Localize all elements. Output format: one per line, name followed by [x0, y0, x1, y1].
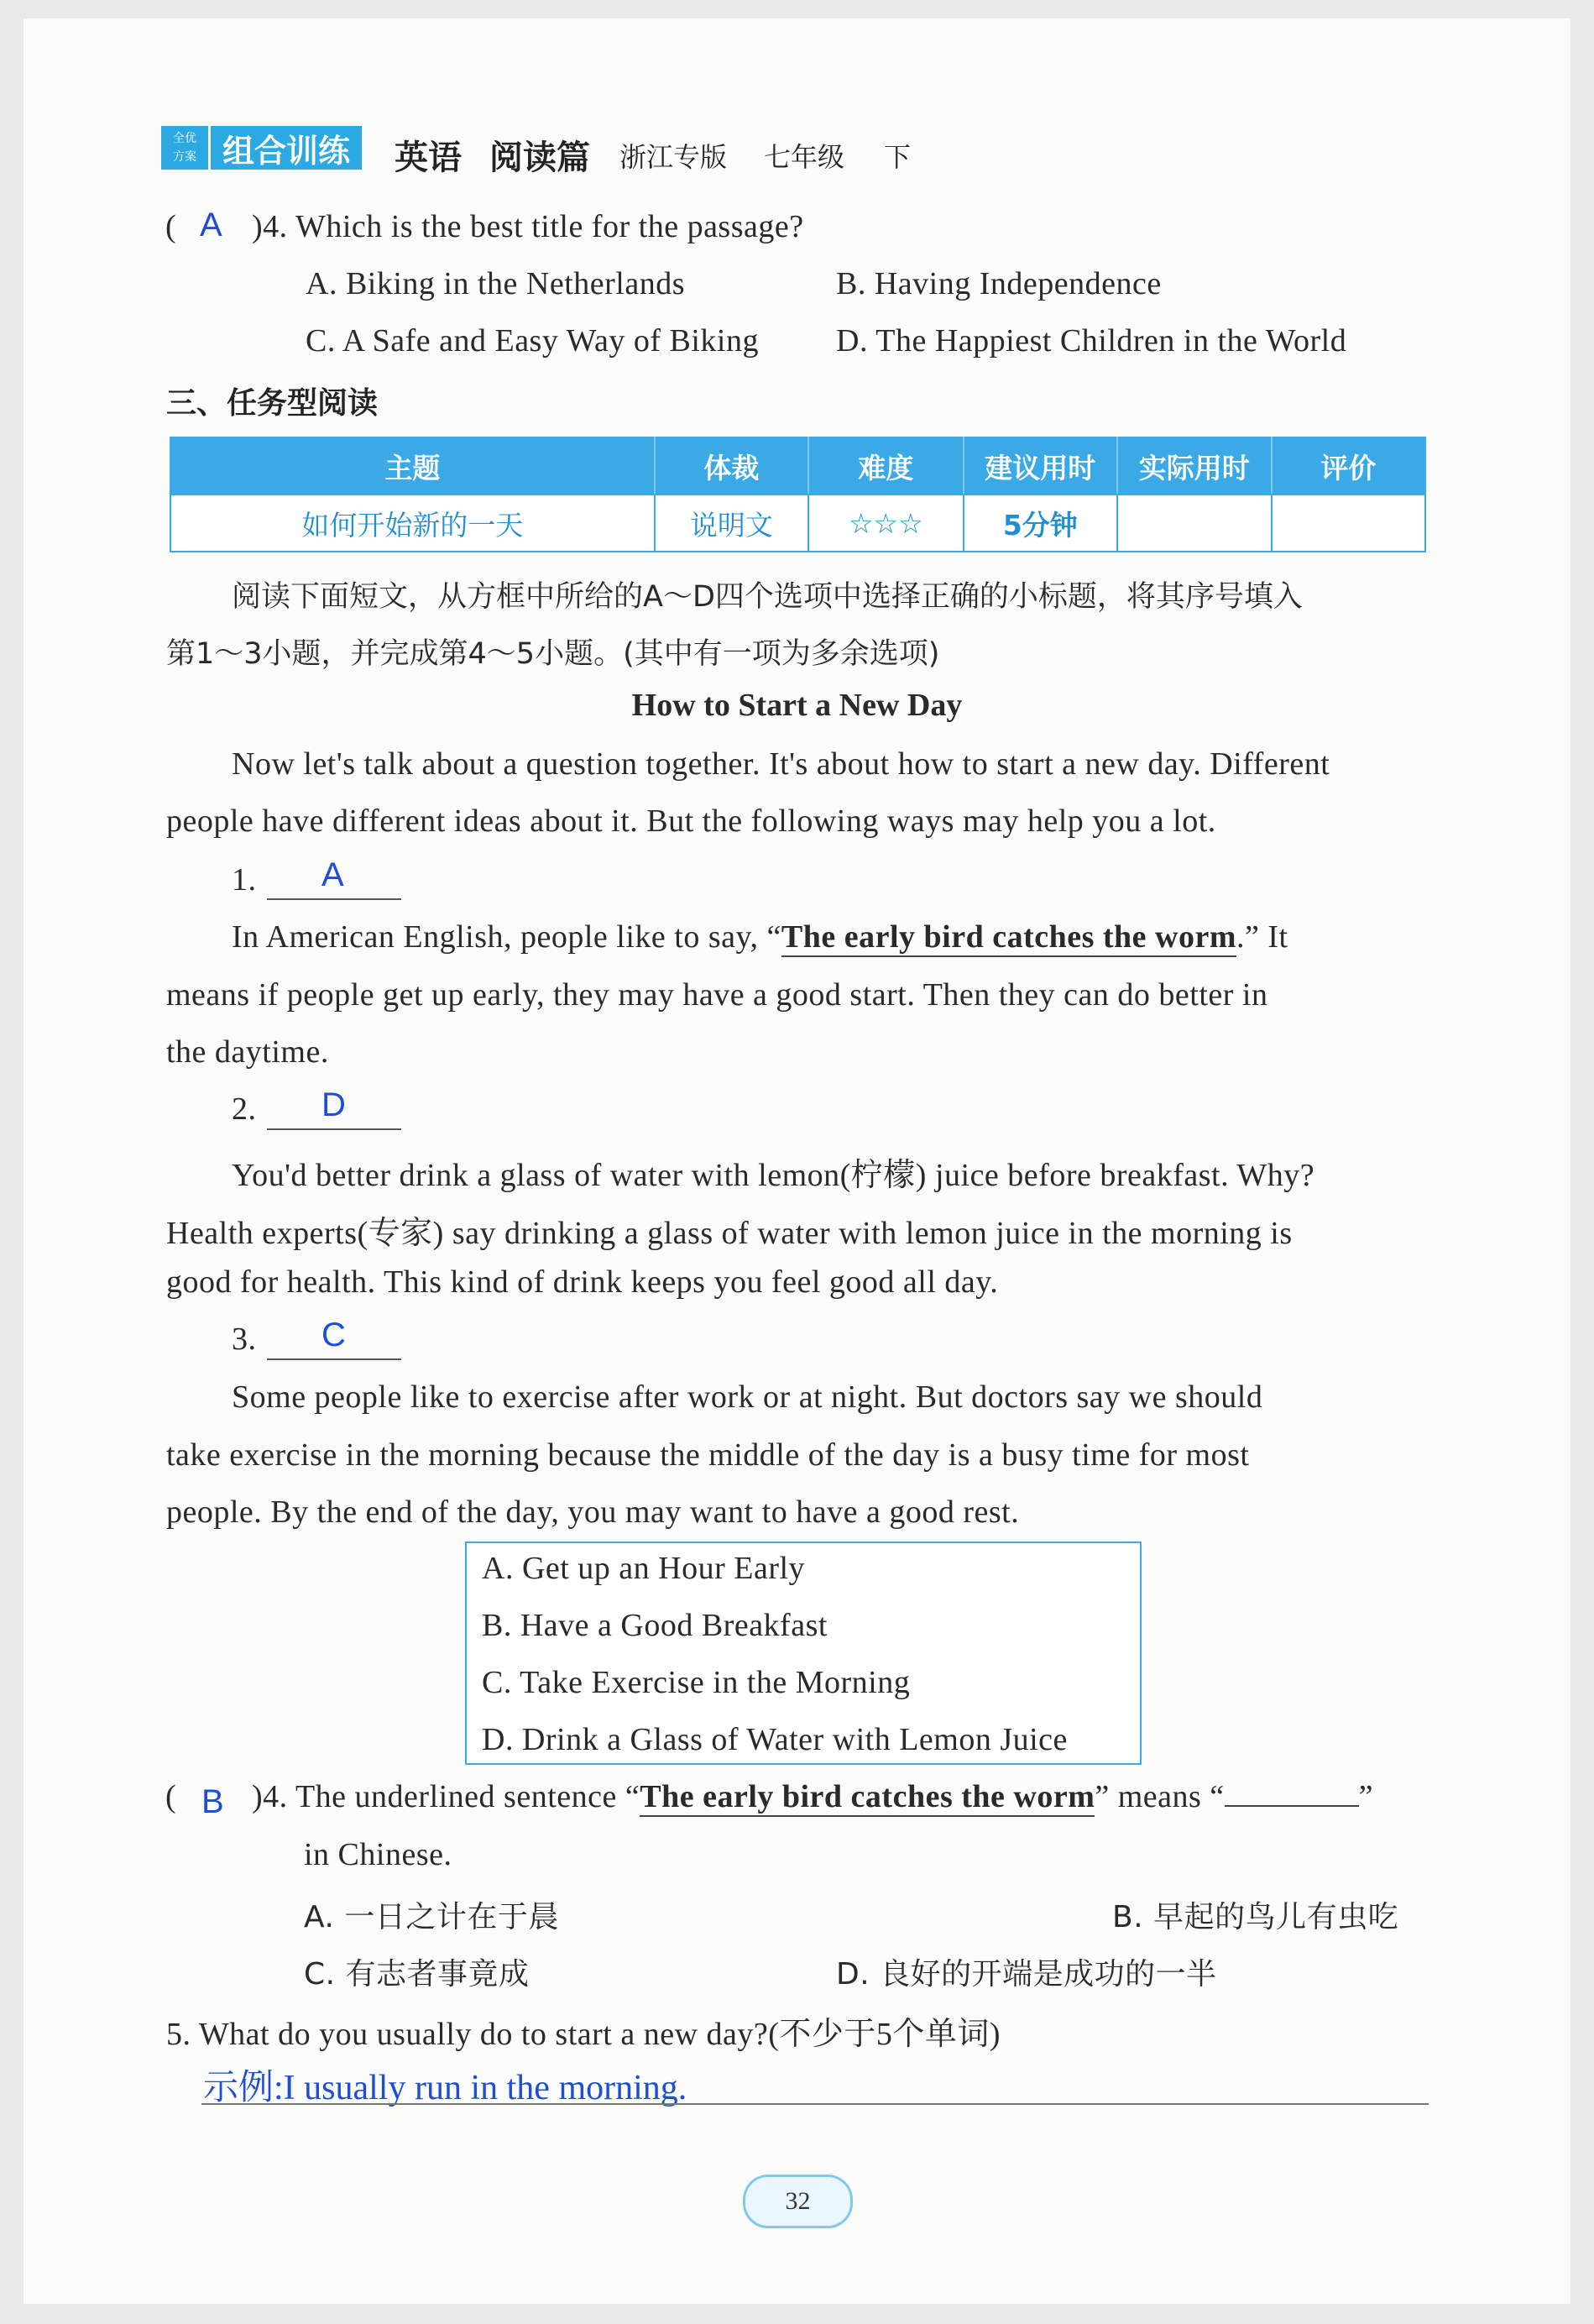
- page-number: 32: [785, 2187, 811, 2215]
- info-table-row: [170, 495, 1425, 552]
- info-table-cell: 如何开始新的一天: [170, 495, 655, 552]
- p3-line3: people. By the end of the day, you may want to have a good rest.: [166, 1494, 1020, 1530]
- q5-answer-line: [201, 2103, 1429, 2105]
- instructions-line2: 第1～3小题，并完成第4～5小题。(其中有一项为多余选项): [166, 637, 940, 671]
- q3-answer: C: [321, 1316, 346, 1353]
- info-table-cell: 说明文: [655, 495, 808, 552]
- q4-paren: (: [165, 1779, 177, 1814]
- option-box-item: A. Get up an Hour Early: [482, 1551, 806, 1586]
- q4-answer: B: [201, 1783, 224, 1820]
- info-table-header-row: [170, 437, 1425, 495]
- q2-answer: D: [321, 1086, 346, 1123]
- info-table-cell: 5分钟: [964, 495, 1117, 552]
- option-box-item: B. Have a Good Breakfast: [482, 1608, 828, 1643]
- q2-blank: [267, 1128, 401, 1130]
- info-table-header: 实际用时: [1117, 437, 1271, 495]
- prev-q4-stem: )4. Which is the best title for the passage?: [252, 209, 804, 244]
- p1-line3: the daytime.: [166, 1034, 329, 1070]
- option-box-item: D. Drink a Glass of Water with Lemon Juice: [482, 1722, 1068, 1757]
- p2-line2: Health experts(专家) say drinking a glass of water with lemon juice in the morning is: [166, 1216, 1293, 1251]
- option-box-item: C. Take Exercise in the Morning: [482, 1665, 911, 1700]
- intro-line2: people have different ideas about it. But the following ways may help you a lot.: [166, 803, 1216, 839]
- q4-stem-line2: in Chinese.: [304, 1837, 452, 1872]
- q4-blank: [1225, 1780, 1359, 1807]
- q5-answer: 示例:I usually run in the morning.: [203, 2069, 687, 2107]
- info-table-header: 评价: [1272, 437, 1426, 495]
- p3-line2: take exercise in the morning because the middle of the day is a busy time for most: [166, 1437, 1250, 1473]
- q1-blank: [267, 898, 401, 900]
- q4-stem: )4. The underlined sentence “The early bird catches the worm” means “ ”: [252, 1778, 1373, 1817]
- p1-line2: means if people get up early, they may have a good start. Then they can do better in: [166, 977, 1268, 1013]
- intro-line1: Now let's talk about a question together. It's about how to start a new day. Different: [232, 746, 1330, 782]
- info-table-cell: [1117, 495, 1271, 552]
- p3-line1: Some people like to exercise after work or at night. But doctors say we should: [232, 1379, 1263, 1415]
- prev-q4-paren: (: [165, 209, 177, 244]
- q3-number: 3.: [232, 1322, 257, 1357]
- prev-q4-option-d: D. The Happiest Children in the World: [836, 323, 1347, 359]
- info-table-header: 建议用时: [964, 437, 1117, 495]
- q4-option-a: A. 一日之计在于晨: [304, 1900, 559, 1934]
- q4-underlined-sentence: The early bird catches the worm: [640, 1778, 1095, 1817]
- brand-tag: 全优 方案: [161, 126, 208, 170]
- header-grade: 七年级: [764, 141, 845, 173]
- p2-line1: You'd better drink a glass of water with lemon(柠檬) juice before breakfast. Why?: [232, 1158, 1315, 1193]
- brand-name: 组合训练: [211, 126, 362, 170]
- q4-option-b: B. 早起的鸟儿有虫吃: [1112, 1900, 1399, 1934]
- q3-blank: [267, 1358, 401, 1360]
- info-table-header: 体裁: [655, 437, 808, 495]
- info-table: [170, 437, 1426, 552]
- prev-q4-option-b: B. Having Independence: [836, 266, 1162, 301]
- passage-title: How to Start a New Day: [631, 688, 963, 723]
- section-title: 三、任务型阅读: [166, 386, 379, 421]
- header-subject: 英语: [395, 139, 462, 177]
- instructions-line1: 阅读下面短文，从方框中所给的A～D四个选项中选择正确的小标题，将其序号填入: [232, 580, 1303, 614]
- page-number-badge: [743, 2175, 853, 2228]
- p1-line1: In American English, people like to say, “The early bird catches the worm.” It: [232, 919, 1288, 957]
- q4-option-c: C. 有志者事竟成: [304, 1957, 530, 1992]
- underlined-sentence: The early bird catches the worm: [781, 919, 1236, 957]
- info-table-header: 主题: [170, 437, 655, 495]
- q1-number: 1.: [232, 862, 257, 898]
- header-edition: 浙江专版: [619, 141, 728, 173]
- brand-logo: [161, 126, 362, 170]
- info-table-cell: [1272, 495, 1426, 552]
- q4-option-d: D. 良好的开端是成功的一半: [836, 1957, 1217, 1992]
- prev-q4-answer: A: [200, 207, 222, 243]
- prev-q4-option-c: C. A Safe and Easy Way of Biking: [306, 323, 759, 359]
- info-table-cell: ☆☆☆: [808, 495, 963, 552]
- info-table-header: 难度: [808, 437, 963, 495]
- q2-number: 2.: [232, 1091, 257, 1127]
- q5-stem: 5. What do you usually do to start a new day?(不少于5个单词): [166, 2017, 1001, 2052]
- header-book: 阅读篇: [489, 139, 590, 177]
- p2-line3: good for health. This kind of drink keeps you feel good all day.: [166, 1264, 999, 1300]
- q1-answer: A: [321, 856, 344, 893]
- header-term: 下: [884, 141, 912, 173]
- prev-q4-option-a: A. Biking in the Netherlands: [306, 266, 685, 301]
